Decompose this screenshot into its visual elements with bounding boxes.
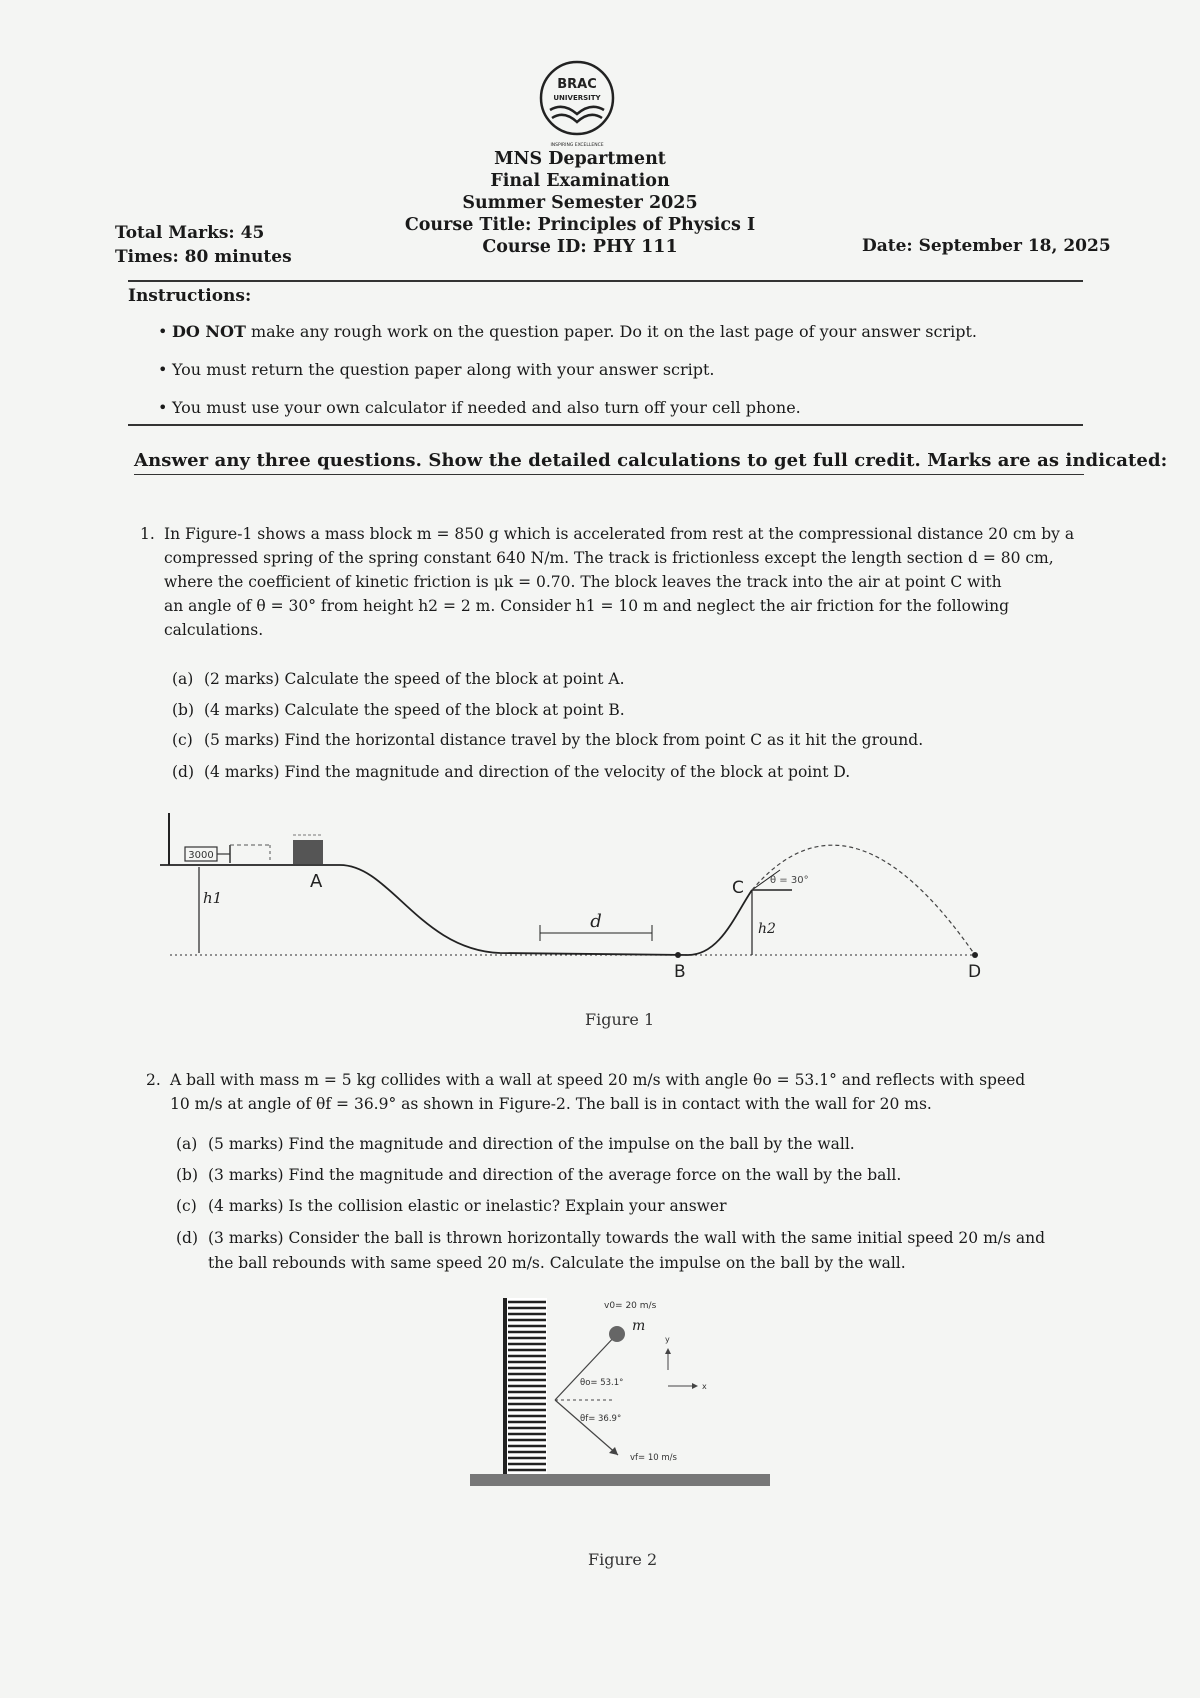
- fig1-trajectory: [752, 845, 975, 955]
- fig2-theta0-label: θo= 53.1°: [580, 1378, 624, 1388]
- q1-part-c: [172, 731, 923, 749]
- q2-part-c-label: (c): [176, 1197, 197, 1215]
- fig2-vf-label: vf= 10 m/s: [630, 1453, 677, 1463]
- q2-part-b-text: (3 marks) Find the magnitude and direction of the average force on the wall by the ball.: [208, 1166, 902, 1184]
- figure-1-diagram: [160, 805, 1080, 985]
- logo-motto: INSPIRING EXCELLENCE: [550, 143, 604, 148]
- logo-text-bottom: UNIVERSITY: [553, 94, 601, 102]
- fig2-floor: [470, 1474, 770, 1486]
- figure-2-diagram: [470, 1290, 770, 1490]
- fig2-ball: [609, 1326, 625, 1342]
- fig1-track: [160, 865, 752, 955]
- q1-line-3: where the coefficient of kinetic friction is μk = 0.70. The block leaves the track into the air at point C with: [164, 573, 1002, 591]
- q1-line-5: calculations.: [164, 621, 264, 639]
- marks-time: [115, 221, 292, 269]
- fig2-wall: [503, 1298, 547, 1474]
- figure-2-caption: Figure 2: [588, 1550, 658, 1569]
- course-title: Course Title: Principles of Physics I: [404, 215, 756, 235]
- fig1-point-c: C: [732, 878, 744, 898]
- question-1-number: 1.: [140, 525, 155, 543]
- fig1-d-label: d: [590, 911, 602, 932]
- brac-university-logo: [532, 58, 622, 148]
- q1-line-2: compressed spring of the spring constant 640 N/m. The track is frictionless except the length section d = 80 cm,: [164, 549, 1054, 567]
- fig1-point-b: B: [674, 962, 686, 982]
- fig2-v0-label: v0= 20 m/s: [604, 1301, 657, 1311]
- fig2-outgoing-path: [555, 1400, 618, 1455]
- q1-part-a-label: (a): [172, 670, 194, 688]
- q2-part-b: [176, 1166, 901, 1184]
- q2-part-d-text: (3 marks) Consider the ball is thrown horizontally towards the wall with the same initial speed 20 m/s and: [208, 1229, 1046, 1247]
- q1-part-b-label: (b): [172, 701, 195, 719]
- instruction-item-1: • DO NOT make any rough work on the question paper. Do it on the last page of your answer script.: [158, 322, 977, 341]
- fig1-point-a: A: [310, 871, 323, 892]
- fig1-h1-label: h1: [203, 889, 223, 907]
- instructions-title: Instructions:: [128, 286, 252, 306]
- course-id: Course ID: PHY 111: [482, 237, 678, 257]
- answer-underline: [134, 474, 1084, 475]
- instruction-1-bold: DO NOT: [172, 322, 246, 341]
- question-2-number: 2.: [146, 1071, 161, 1089]
- department: MNS Department: [494, 149, 666, 169]
- q2-part-d-line-2: the ball rebounds with same speed 20 m/s. Calculate the impulse on the ball by the wall.: [208, 1254, 906, 1272]
- fig2-thetaf-label: θf= 36.9°: [580, 1414, 622, 1424]
- exam-type: Final Examination: [490, 171, 670, 191]
- header-divider: [128, 280, 1083, 282]
- question-1: [140, 522, 1084, 642]
- q2-part-a: [176, 1135, 855, 1153]
- question-2: [146, 1068, 1090, 1116]
- instruction-3-text: You must use your own calculator if needed and also turn off your cell phone.: [172, 398, 801, 417]
- exam-date: Date: September 18, 2025: [862, 236, 1111, 256]
- fig1-spring-label: 3000: [188, 850, 214, 861]
- logo-text-top: BRAC: [557, 77, 597, 92]
- fig2-y-label: y: [665, 1335, 670, 1344]
- fig2-x-label: x: [702, 1382, 707, 1391]
- instruction-item-2: • You must return the question paper along with your answer script.: [158, 360, 715, 379]
- q1-part-d-text: (4 marks) Find the magnitude and direction of the velocity of the block at point D.: [204, 763, 851, 781]
- q2-line-2: 10 m/s at angle of θf = 36.9° as shown in Figure-2. The ball is in contact with the wall for 20 ms.: [170, 1095, 932, 1113]
- q2-part-d-label: (d): [176, 1229, 199, 1247]
- total-marks: Total Marks: 45: [115, 223, 265, 243]
- fig1-mass-block: [293, 840, 323, 864]
- instruction-1-text: make any rough work on the question paper. Do it on the last page of your answer script.: [245, 322, 977, 341]
- answer-instruction: Answer any three questions. Show the detailed calculations to get full credit. Marks are as indicated:: [134, 450, 1168, 471]
- q2-part-c: [176, 1197, 727, 1215]
- q2-part-d: [176, 1229, 1045, 1247]
- q1-part-c-text: (5 marks) Find the horizontal distance travel by the block from point C as it hit the ground.: [204, 731, 924, 749]
- q2-part-b-label: (b): [176, 1166, 199, 1184]
- q1-part-b: [172, 701, 625, 719]
- q1-part-d-label: (d): [172, 763, 195, 781]
- instruction-2-text: You must return the question paper along with your answer script.: [172, 360, 715, 379]
- figure-1-caption: Figure 1: [585, 1010, 655, 1029]
- time-limit: Times: 80 minutes: [115, 247, 292, 267]
- fig2-incoming-path: [555, 1334, 617, 1400]
- q2-part-a-text: (5 marks) Find the magnitude and direction of the impulse on the ball by the wall.: [208, 1135, 855, 1153]
- q1-part-c-label: (c): [172, 731, 193, 749]
- semester: Summer Semester 2025: [462, 193, 698, 213]
- q2-line-1: A ball with mass m = 5 kg collides with a wall at speed 20 m/s with angle θo = 53.1° and reflects with speed: [170, 1071, 1026, 1089]
- q1-line-1: In Figure-1 shows a mass block m = 850 g which is accelerated from rest at the compressional distance 20 cm by a: [164, 525, 1075, 543]
- q1-part-b-text: (4 marks) Calculate the speed of the block at point B.: [204, 701, 625, 719]
- fig1-h2-label: h2: [758, 921, 776, 937]
- fig2-mass-label: m: [632, 1318, 646, 1334]
- q1-part-a: [172, 670, 625, 688]
- q2-part-c-text: (4 marks) Is the collision elastic or inelastic? Explain your answer: [208, 1197, 727, 1215]
- instruction-item-3: • You must use your own calculator if needed and also turn off your cell phone.: [158, 398, 801, 417]
- q1-part-a-text: (2 marks) Calculate the speed of the block at point A.: [204, 670, 625, 688]
- q1-line-4: an angle of θ = 30° from height h2 = 2 m. Consider h1 = 10 m and neglect the air friction for the following: [164, 597, 1010, 615]
- exam-header: [380, 148, 780, 258]
- q2-part-a-label: (a): [176, 1135, 198, 1153]
- q1-part-d: [172, 763, 850, 781]
- fig1-theta-label: θ = 30°: [770, 875, 809, 886]
- fig1-point-d: D: [968, 962, 982, 982]
- instructions-divider: [128, 424, 1083, 426]
